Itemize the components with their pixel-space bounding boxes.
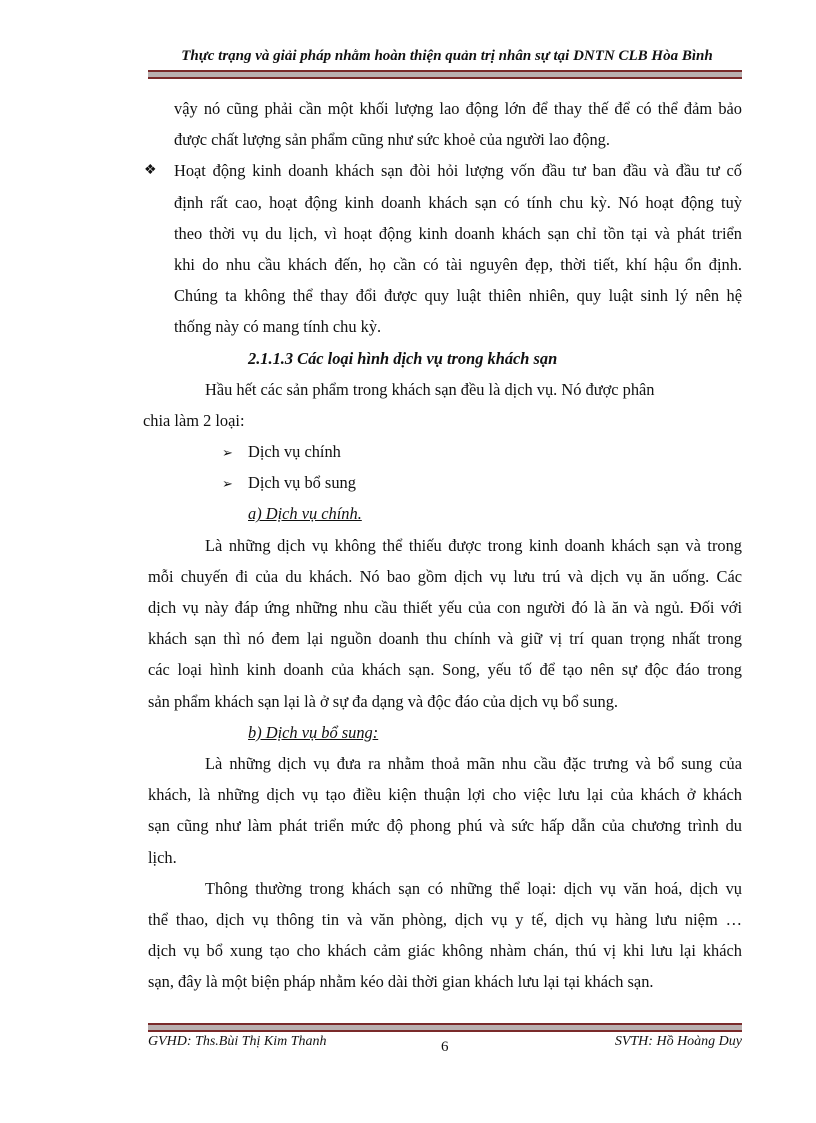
body-line: khách, là những dịch vụ tạo điều kiện thuận lợi cho việc lưu lại của khách ở khách: [148, 785, 742, 805]
list-item: [148, 436, 742, 467]
arrow-bullet-icon: ➢: [222, 445, 233, 461]
body-line: các loại hình kinh doanh của khách sạn. Song, yếu tố để tạo nên sự độc đáo trong: [148, 660, 742, 680]
body-line: sạn, đây là một biện pháp nhằm kéo dài thời gian khách lưu lại tại khách sạn.: [148, 972, 654, 992]
body-line: Thông thường trong khách sạn có những thể loại: dịch vụ văn hoá, dịch vụ: [205, 878, 742, 898]
footer-rule: [148, 1023, 742, 1032]
bullet-item: [144, 155, 742, 186]
body-line: sản phẩm khách sạn lại là ở sự đa dạng và độc đáo của dịch vụ bổ sung.: [148, 691, 618, 711]
body-line: dịch vụ bổ xung tạo cho khách cảm giác không nhàm chán, thú vị khi lưu lại khách: [148, 941, 742, 961]
body-line: thể thao, dịch vụ thông tin và văn phòng, dịch vụ y tế, dịch vụ hàng lưu niệm …: [148, 909, 742, 929]
header-rule: [148, 70, 742, 79]
body-line: định rất cao, hoạt động kinh doanh khách sạn có tính chu kỳ. Nó hoạt động tuỳ: [174, 192, 742, 212]
body-line: chia làm 2 loại:: [143, 410, 245, 430]
page-number: 6: [441, 1039, 449, 1055]
body-line: Là những dịch vụ đưa ra nhằm thoả mãn nhu cầu đặc trưng và bổ sung của: [205, 753, 742, 773]
document-body: [143, 93, 742, 997]
subheading-b: b) Dịch vụ bổ sung:: [248, 722, 379, 742]
footer-student: SVTH: Hồ Hoàng Duy: [614, 1034, 742, 1049]
body-line: được chất lượng sản phẩm cũng như sức khoẻ của người lao động.: [174, 130, 610, 150]
list-item: [148, 467, 742, 498]
body-line: thống này có mang tính chu kỳ.: [174, 317, 382, 337]
body-line: khách sạn thì nó đem lại nguồn doanh thu chính và giữ vị trí quan trọng nhất trong: [148, 629, 742, 649]
body-line: lịch.: [148, 847, 177, 867]
arrow-bullet-icon: ➢: [222, 476, 233, 492]
subheading-a: a) Dịch vụ chính.: [248, 504, 362, 524]
body-line: vậy nó cũng phải cần một khối lượng lao động lớn để thay thế để có thể đảm bảo: [174, 99, 742, 118]
list-item-text: Dịch vụ chính: [248, 442, 341, 462]
list-item-text: Dịch vụ bổ sung: [248, 473, 356, 493]
body-line: Là những dịch vụ không thể thiếu được trong kinh doanh khách sạn và trong: [205, 535, 742, 555]
body-line: sạn cũng như làm phát triển mức độ phong phú và sức hấp dẫn của chương trình du: [148, 816, 742, 836]
body-line: theo thời vụ du lịch, vì hoạt động kinh doanh khách sạn chỉ tồn tại và phát triển: [174, 223, 742, 243]
page-footer: [148, 1034, 742, 1054]
body-line: mỗi chuyến đi của du khách. Nó bao gồm dịch vụ lưu trú và dịch vụ ăn uống. Các: [148, 566, 742, 586]
body-line: dịch vụ này đáp ứng những nhu cầu thiết yếu của con người đó là ăn và ngủ. Đối với: [148, 598, 742, 617]
body-line: Hầu hết các sản phẩm trong khách sạn đều là dịch vụ. Nó được phân: [205, 379, 655, 399]
footer-advisor: GVHD: Ths.Bùi Thị Kim Thanh: [148, 1034, 327, 1049]
body-line: Chúng ta không thể thay đổi được quy luật thiên nhiên, quy luật sinh lý nên hệ: [174, 286, 742, 306]
bullet-text: Hoạt động kinh doanh khách sạn đòi hỏi lượng vốn đầu tư ban đầu và đầu tư cố: [174, 161, 742, 181]
body-line: khi do nhu cầu khách đến, họ cần có tài nguyên đẹp, thời tiết, khí hậu ổn định.: [174, 254, 742, 274]
section-heading: 2.1.1.3 Các loại hình dịch vụ trong khách sạn: [248, 348, 558, 368]
page-header-title: Thực trạng và giải pháp nhằm hoàn thiện quản trị nhân sự tại DNTN CLB Hòa Bình: [181, 48, 713, 64]
diamond-bullet-icon: ❖: [144, 163, 157, 179]
